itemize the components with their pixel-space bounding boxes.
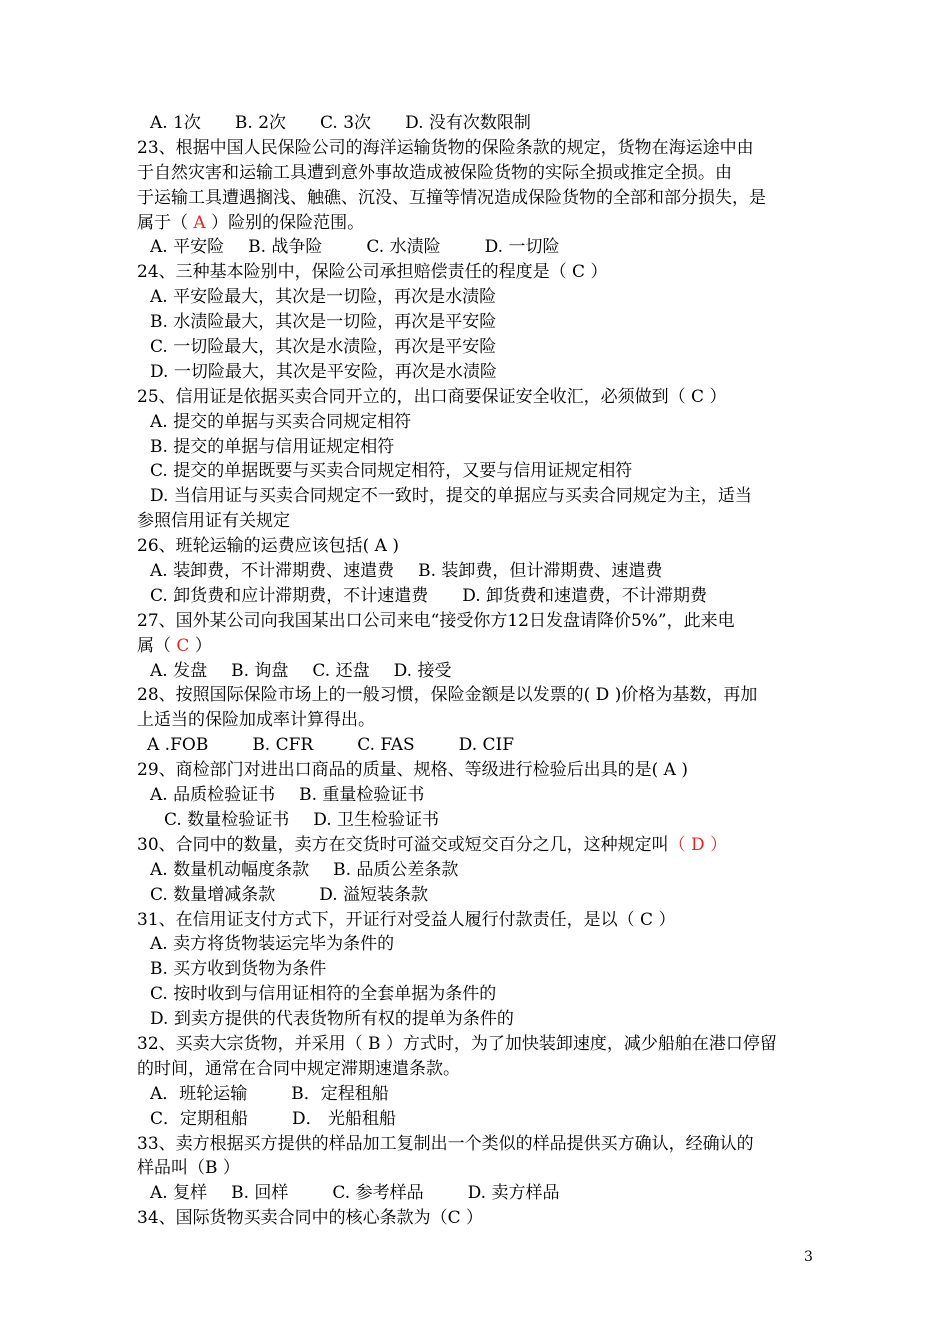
text-segment: B. 品质公差条款 [333,859,459,880]
text-segment: D. 没有次数限制 [405,113,531,133]
option-line [137,459,819,484]
question-line [137,908,819,933]
question-line [137,509,819,534]
text-segment: 上适当的保险加成率计算得出。 [137,710,375,731]
question-line [137,1057,819,1082]
option-line [137,957,819,982]
text-segment: 34、国际货物买卖合同中的核心条款为（C ） [137,1208,484,1229]
text-segment: B．定程租船 [291,1083,389,1104]
text-segment: C. 按时收到与信用证相符的全套单据为条件的 [150,984,497,1005]
question-line [137,211,819,236]
text-segment: 的时间，通常在合同中规定滞期速遣条款。 [137,1058,460,1079]
text-segment: 31、在信用证支付方式下，开证行对受益人履行付款责任，是以（ C ） [137,909,676,930]
question-line [137,260,819,285]
text-segment: C. 参考样品 [332,1183,424,1204]
option-line [137,310,819,335]
text-segment: 属于（ [137,212,194,233]
text-segment: B. 回样 [231,1183,289,1204]
text-segment: 29、商检部门对进出口商品的质量、规格、等级进行检验后出具的是( A ) [137,760,688,781]
question-line [137,1206,819,1231]
option-line [137,584,819,609]
question-line [137,186,819,211]
option-line [137,1181,819,1206]
question-line [137,683,819,708]
option-line [137,559,819,584]
text-segment: C．定期租船 [150,1108,249,1129]
text-segment: 24、三种基本险别中，保险公司承担赔偿责任的程度是（ C ） [137,262,608,283]
text-segment: C. FAS [357,735,415,756]
text-segment: C. 提交的单据既要与买卖合同规定相符，又要与信用证规定相符 [150,461,633,482]
option-line [137,111,819,136]
question-line [137,1032,819,1057]
text-segment: 30、合同中的数量，卖方在交货时可溢交或短交百分之几，这种规定叫 [137,834,669,855]
text-segment: 属（ [137,635,177,656]
option-line [137,659,819,684]
text-segment: A. 复样 [150,1183,208,1204]
text-segment: ） [189,635,212,656]
text-segment: D. 卸货费和速遣费，不计滞期费 [462,585,708,606]
text-segment: C. 3次 [320,113,372,133]
option-line [137,410,819,435]
answer-mark: C [176,635,190,656]
option-line [137,932,819,957]
text-segment: 于运输工具遭遇搁浅、触礁、沉没、互撞等情况造成保险货物的全部和部分损失，是 [137,187,766,208]
text-segment: 样品叫（B ） [137,1158,240,1179]
question-line [137,136,819,161]
question-line [137,161,819,186]
text-segment: D． 光船租船 [292,1108,397,1129]
option-line [137,733,819,758]
text-segment: A. 装卸费，不计滞期费、速遣费 [150,561,395,582]
option-line [137,783,819,808]
text-segment: 33、卖方根据买方提供的样品加工复制出一个类似的样品提供买方确认，经确认的 [137,1133,754,1154]
text-segment: D. 卫生检验证书 [313,809,440,830]
text-segment: D. 一切险最大，其次是平安险，再次是水渍险 [150,361,497,382]
text-segment: 26、班轮运输的运费应该包括( A ) [137,536,399,557]
question-line [137,833,819,858]
text-segment: ）险别的保险范围。 [205,212,365,233]
text-segment: B. 询盘 [231,660,289,681]
text-segment: 参照信用证有关规定 [137,511,290,532]
question-line [137,708,819,733]
text-segment: 25、信用证是依据买卖合同开立的，出口商要保证安全收汇，必须做到（ C ） [137,386,727,407]
question-line [137,634,819,659]
text-segment: A．班轮运输 [150,1083,248,1104]
text-segment: D. 接受 [393,660,452,681]
text-segment: 27、国外某公司向我国某出口公司来电“接受你方12日发盘请降价5%”，此来电 [137,610,735,631]
option-line [137,235,819,260]
option-line [137,435,819,460]
text-segment: B. 水渍险最大，其次是一切险，再次是平安险 [150,312,497,333]
answer-mark: A [193,212,206,233]
option-line [137,1107,819,1132]
text-segment: B. 2次 [234,113,287,133]
text-segment: A. 品质检验证书 [150,785,276,806]
text-segment: C. 数量增减条款 [150,884,276,905]
text-segment: C. 还盘 [312,660,370,681]
text-segment: B. 买方收到货物为条件 [150,959,327,980]
answer-mark: （ D ） [668,834,728,855]
text-segment: D. 溢短装条款 [319,884,429,905]
document-page [137,111,819,1231]
text-segment: C. 一切险最大，其次是水渍险，再次是平安险 [150,337,497,358]
option-line [137,808,819,833]
text-segment: B. 战争险 [248,237,323,258]
text-segment: D. 当信用证与买卖合同规定不一致时，提交的单据应与买卖合同规定为主，适当 [150,486,752,507]
question-line [137,385,819,410]
option-line [137,1082,819,1107]
page-number: 3 [804,1249,813,1265]
text-segment: A. 平安险最大，其次是一切险，再次是水渍险 [150,287,497,308]
text-segment: A. 发盘 [150,660,208,681]
text-segment: 28、按照国际保险市场上的一般习惯，保险金额是以发票的( D )价格为基数，再加 [137,685,758,706]
text-segment: A. 卖方将货物装运完毕为条件的 [150,934,395,955]
option-line [137,982,819,1007]
text-segment: D. 卖方样品 [467,1183,560,1204]
question-line [137,1156,819,1181]
text-segment: D. 一切险 [484,237,560,258]
question-line [137,1132,819,1157]
question-line [137,534,819,559]
option-line [137,285,819,310]
text-segment: D. CIF [458,735,515,756]
option-line [137,858,819,883]
option-line [137,484,819,509]
option-line [137,883,819,908]
text-segment: 32、买卖大宗货物，并采用（ B ）方式时，为了加快装卸速度，减少船舶在港口停留 [137,1033,777,1054]
text-segment: B. 装卸费，但计滞期费、速遣费 [418,561,663,582]
text-segment: A. 1次 [150,113,201,133]
text-segment: 于自然灾害和运输工具遭到意外事故造成被保险货物的实际全损或推定全损。由 [137,162,732,183]
text-segment: A. 平安险 [150,237,225,258]
text-segment: A .FOB [147,735,209,756]
question-line [137,609,819,634]
option-line [137,1007,819,1032]
question-line [137,758,819,783]
text-segment: A. 提交的单据与买卖合同规定相符 [150,411,412,432]
text-segment: B. 重量检验证书 [299,785,425,806]
text-segment: B. 提交的单据与信用证规定相符 [150,436,395,457]
text-segment: C. 水渍险 [366,237,441,258]
text-segment: D. 到卖方提供的代表货物所有权的提单为条件的 [150,1009,514,1030]
option-line [137,335,819,360]
text-segment: C. 数量检验证书 [164,809,290,830]
text-segment: C. 卸货费和应计滞期费，不计速遣费 [150,585,429,606]
text-segment: B. CFR [252,735,314,756]
option-line [137,360,819,385]
text-segment: 23、根据中国人民保险公司的海洋运输货物的保险条款的规定，货物在海运途中由 [137,137,754,158]
text-segment: A. 数量机动幅度条款 [150,859,310,880]
